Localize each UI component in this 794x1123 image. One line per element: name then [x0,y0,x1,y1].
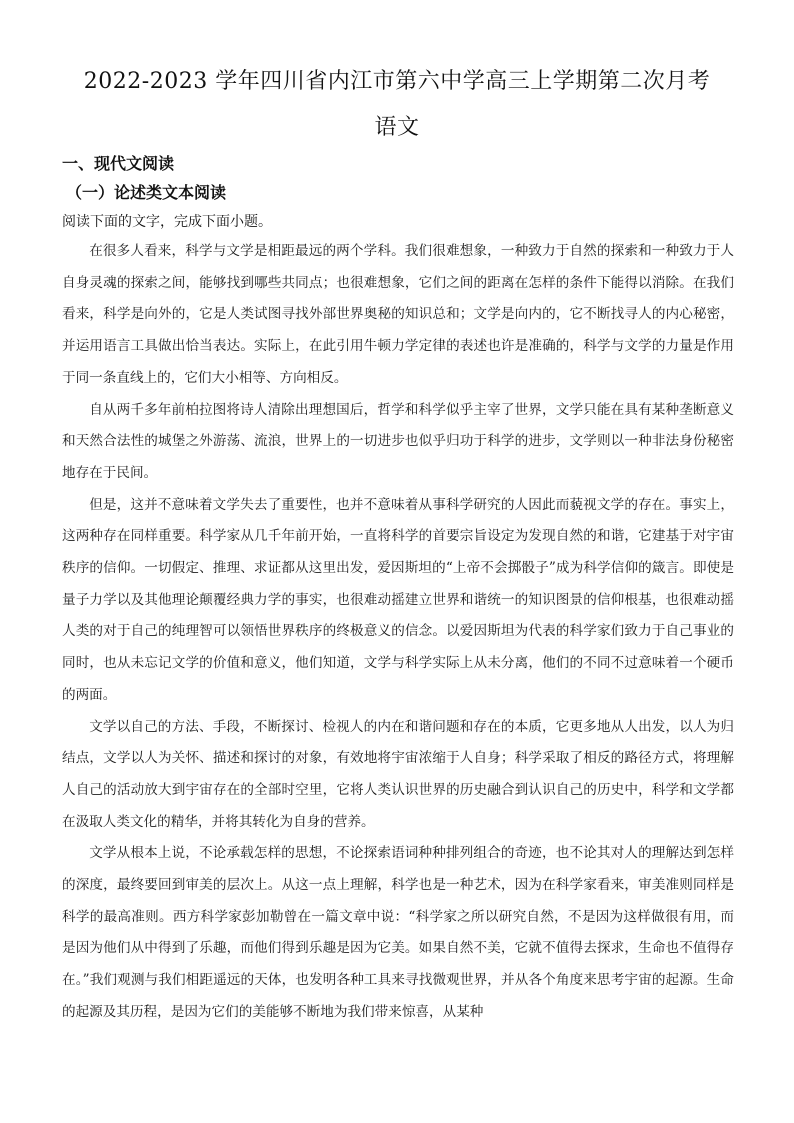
document-subject: 语文 [374,115,420,140]
reading-instruction: 阅读下面的文字，完成下面小题。 [62,214,272,230]
passage-paragraph: 自从两千多年前柏拉图将诗人清除出理想国后，哲学和科学似乎主宰了世界，文学只能在具有某种垄断意义和天然合法性的城堡之外游荡、流浪，世界上的一切进步也似乎归功于科学的进步，文学则以一种非法身份秘密地存在于民间。 [62,401,734,481]
document-title: 2022-2023 学年四川省内江市第六中学高三上学期第二次月考 [83,69,711,94]
passage-paragraph: 但是，这并不意味着文学失去了重要性，也并不意味着从事科学研究的人因此而藐视文学的存在。事实上，这两种存在同样重要。科学家从几千年前开始，一直将科学的首要宗旨设定为发现自然的和谐，它建基于对宇宙秩序的信仰。一切假定、推理、求证都从这里出发，爱因斯坦的“上帝不会掷骰子”成为科学信仰的箴言。即使是量子力学以及其他理论颠覆经典力学的事实，也很难动摇建立世界和谐统一的知识图景的信仰根基，也很难动摇人类的对于自己的纯理智可以领悟世界秩序的终极意义的信念。以爱因斯坦为代表的科学家们致力于自己事业的同时，也从未忘记文学的价值和意义，他们知道，文学与科学实际上从未分离，他们的不同不过意味着一个硬币的两面。 [62,496,734,703]
passage-paragraph: 文学从根本上说，不论承载怎样的思想，不论探索语词种种排列组合的奇迹，也不论其对人的理解达到怎样的深度，最终要回到审美的层次上。从这一点上理解，科学也是一种艺术，因为在科学家看来，审美准则同样是科学的最高准则。西方科学家彭加勒曾在一篇文章中说：“科学家之所以研究自然，不是因为这样做很有用，而是因为他们从中得到了乐趣，而他们得到乐趣是因为它美。如果自然不美，它就不值得去探求，生命也不值得存在。”我们观测与我们相距遥远的天体，也发明各种工具来寻找微观世界，并从各个角度来思考宇宙的起源。生命的起源及其历程，是因为它们的美能够不断地为我们带来惊喜，从某种 [62,845,734,1020]
passage-paragraph: 在很多人看来，科学与文学是相距最远的两个学科。我们很难想象，一种致力于自然的探索和一种致力于人自身灵魂的探索之间，能够找到哪些共同点；也很难想象，它们之间的距离在怎样的条件下能得以消除。在我们看来，科学是向外的，它是人类试图寻找外部世界奥秘的知识总和；文学是向内的，它不断找寻人的内心秘密，并运用语言工具做出恰当表达。实际上，在此引用牛顿力学定律的表述也许是准确的，科学与文学的力量是作用于同一条直线上的，它们大小相等、方向相反。 [62,243,734,386]
passage-paragraph: 文学以自己的方法、手段，不断探讨、检视人的内在和谐问题和存在的本质，它更多地从人出发，以人为归结点，文学以人为关怀、描述和探讨的对象，有效地将宇宙浓缩于人自身；科学采取了相反的路径方式，将理解人自己的活动放大到宇宙存在的全部时空里，它将人类认识世界的历史融合到认识自己的历史中，科学和文学都在汲取人类文化的精华，并将其转化为自身的营养。 [62,718,734,830]
section-heading-modern-reading: 一、现代文阅读 [62,154,175,173]
subsection-heading-argumentative-reading: （一）论述类文本阅读 [66,183,227,202]
passage-body [62,236,734,1029]
